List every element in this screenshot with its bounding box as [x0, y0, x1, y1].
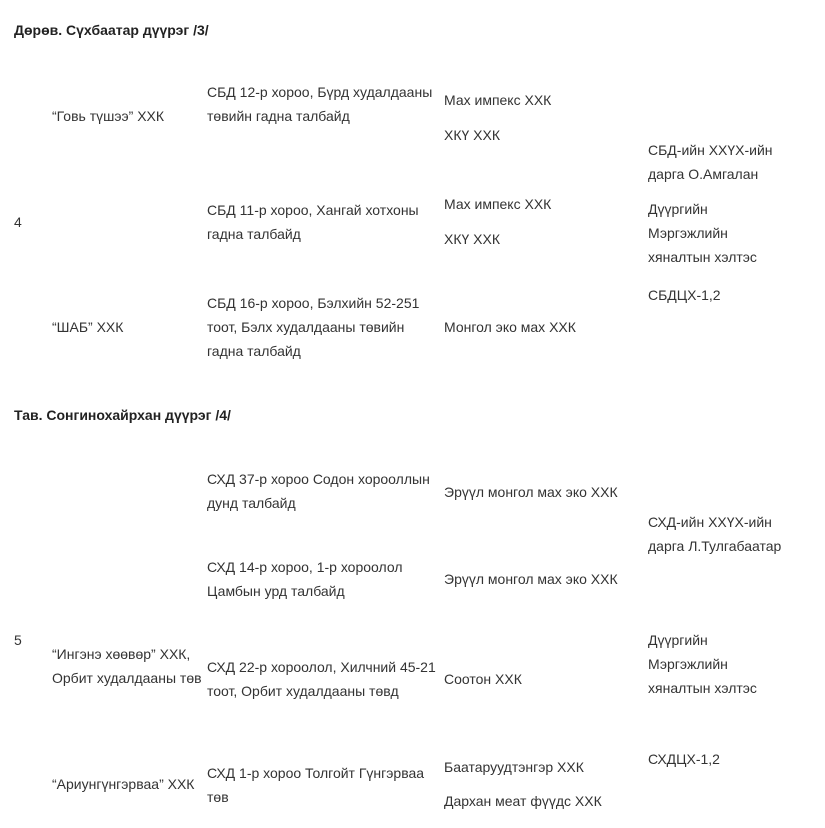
supplier-cell: Дархан меат фүүдс ХХК: [444, 793, 602, 809]
row-number: 4: [14, 214, 22, 230]
location-cell: СБД 16-р хороо, Бэлхийн 52-251 тоот, Бэлх худалдааны төвийн гадна талбайд: [207, 295, 420, 359]
responsible-head: СХД-ийн ХХҮХ-ийн дарга Л.Тулгабаатар: [648, 514, 782, 554]
supplier-cell: Соотон ХХК: [444, 671, 522, 687]
responsible-head: СБД-ийн ХХҮХ-ийн дарга О.Амгалан: [648, 142, 773, 182]
row-number: 5: [14, 632, 22, 648]
supplier-cell: Эрүүл монгол мах эко ХХК: [444, 571, 618, 587]
location-cell: СХД 37-р хороо Содон хорооллын дунд талбайд: [207, 471, 430, 511]
location-cell: СБД 11-р хороо, Хангай хотхоны гадна талбайд: [207, 202, 419, 242]
section-heading-songinokhairkhan: Тав. Сонгинохайрхан дүүрэг /4/: [14, 407, 231, 423]
location-cell: СБД 12-р хороо, Бүрд худалдааны төвийн гадна талбайд: [207, 84, 433, 124]
location-cell: СХД 22-р хороолол, Хилчний 45-21 тоот, Орбит худалдааны төвд: [207, 659, 436, 699]
org-name: “Ингэнэ хөөвөр” ХХК, Орбит худалдааны төв: [52, 646, 202, 686]
supplier-cell: ХКҮ ХХК: [444, 231, 500, 247]
responsible-agency: Дүүргийн Мэргэжлийн хяналтын хэлтэс: [648, 201, 757, 265]
responsible-police: СХДЦХ-1,2: [648, 751, 720, 767]
location-cell: СХД 14-р хороо, 1-р хороолол Цамбын урд талбайд: [207, 559, 403, 599]
supplier-cell: Монгол эко мах ХХК: [444, 319, 576, 335]
responsible-agency: Дүүргийн Мэргэжлийн хяналтын хэлтэс: [648, 632, 757, 696]
supplier-cell: ХКҮ ХХК: [444, 127, 500, 143]
supplier-cell: Эрүүл монгол мах эко ХХК: [444, 484, 618, 500]
responsible-police: СБДЦХ-1,2: [648, 287, 721, 303]
org-name: “Ариунгүнгэрваа” ХХК: [52, 776, 195, 792]
org-name: “ШАБ” ХХК: [52, 319, 124, 335]
supplier-cell: Мах импекс ХХК: [444, 92, 552, 108]
supplier-cell: Баатаруудтэнгэр ХХК: [444, 759, 584, 775]
supplier-cell: Мах импекс ХХК: [444, 196, 552, 212]
location-cell: СХД 1-р хороо Толгойт Гүнгэрваа төв: [207, 765, 425, 805]
org-name: “Говь түшээ” ХХК: [52, 108, 165, 124]
section-heading-sukhbaatar: Дөрөв. Сүхбаатар дүүрэг /3/: [14, 22, 209, 38]
